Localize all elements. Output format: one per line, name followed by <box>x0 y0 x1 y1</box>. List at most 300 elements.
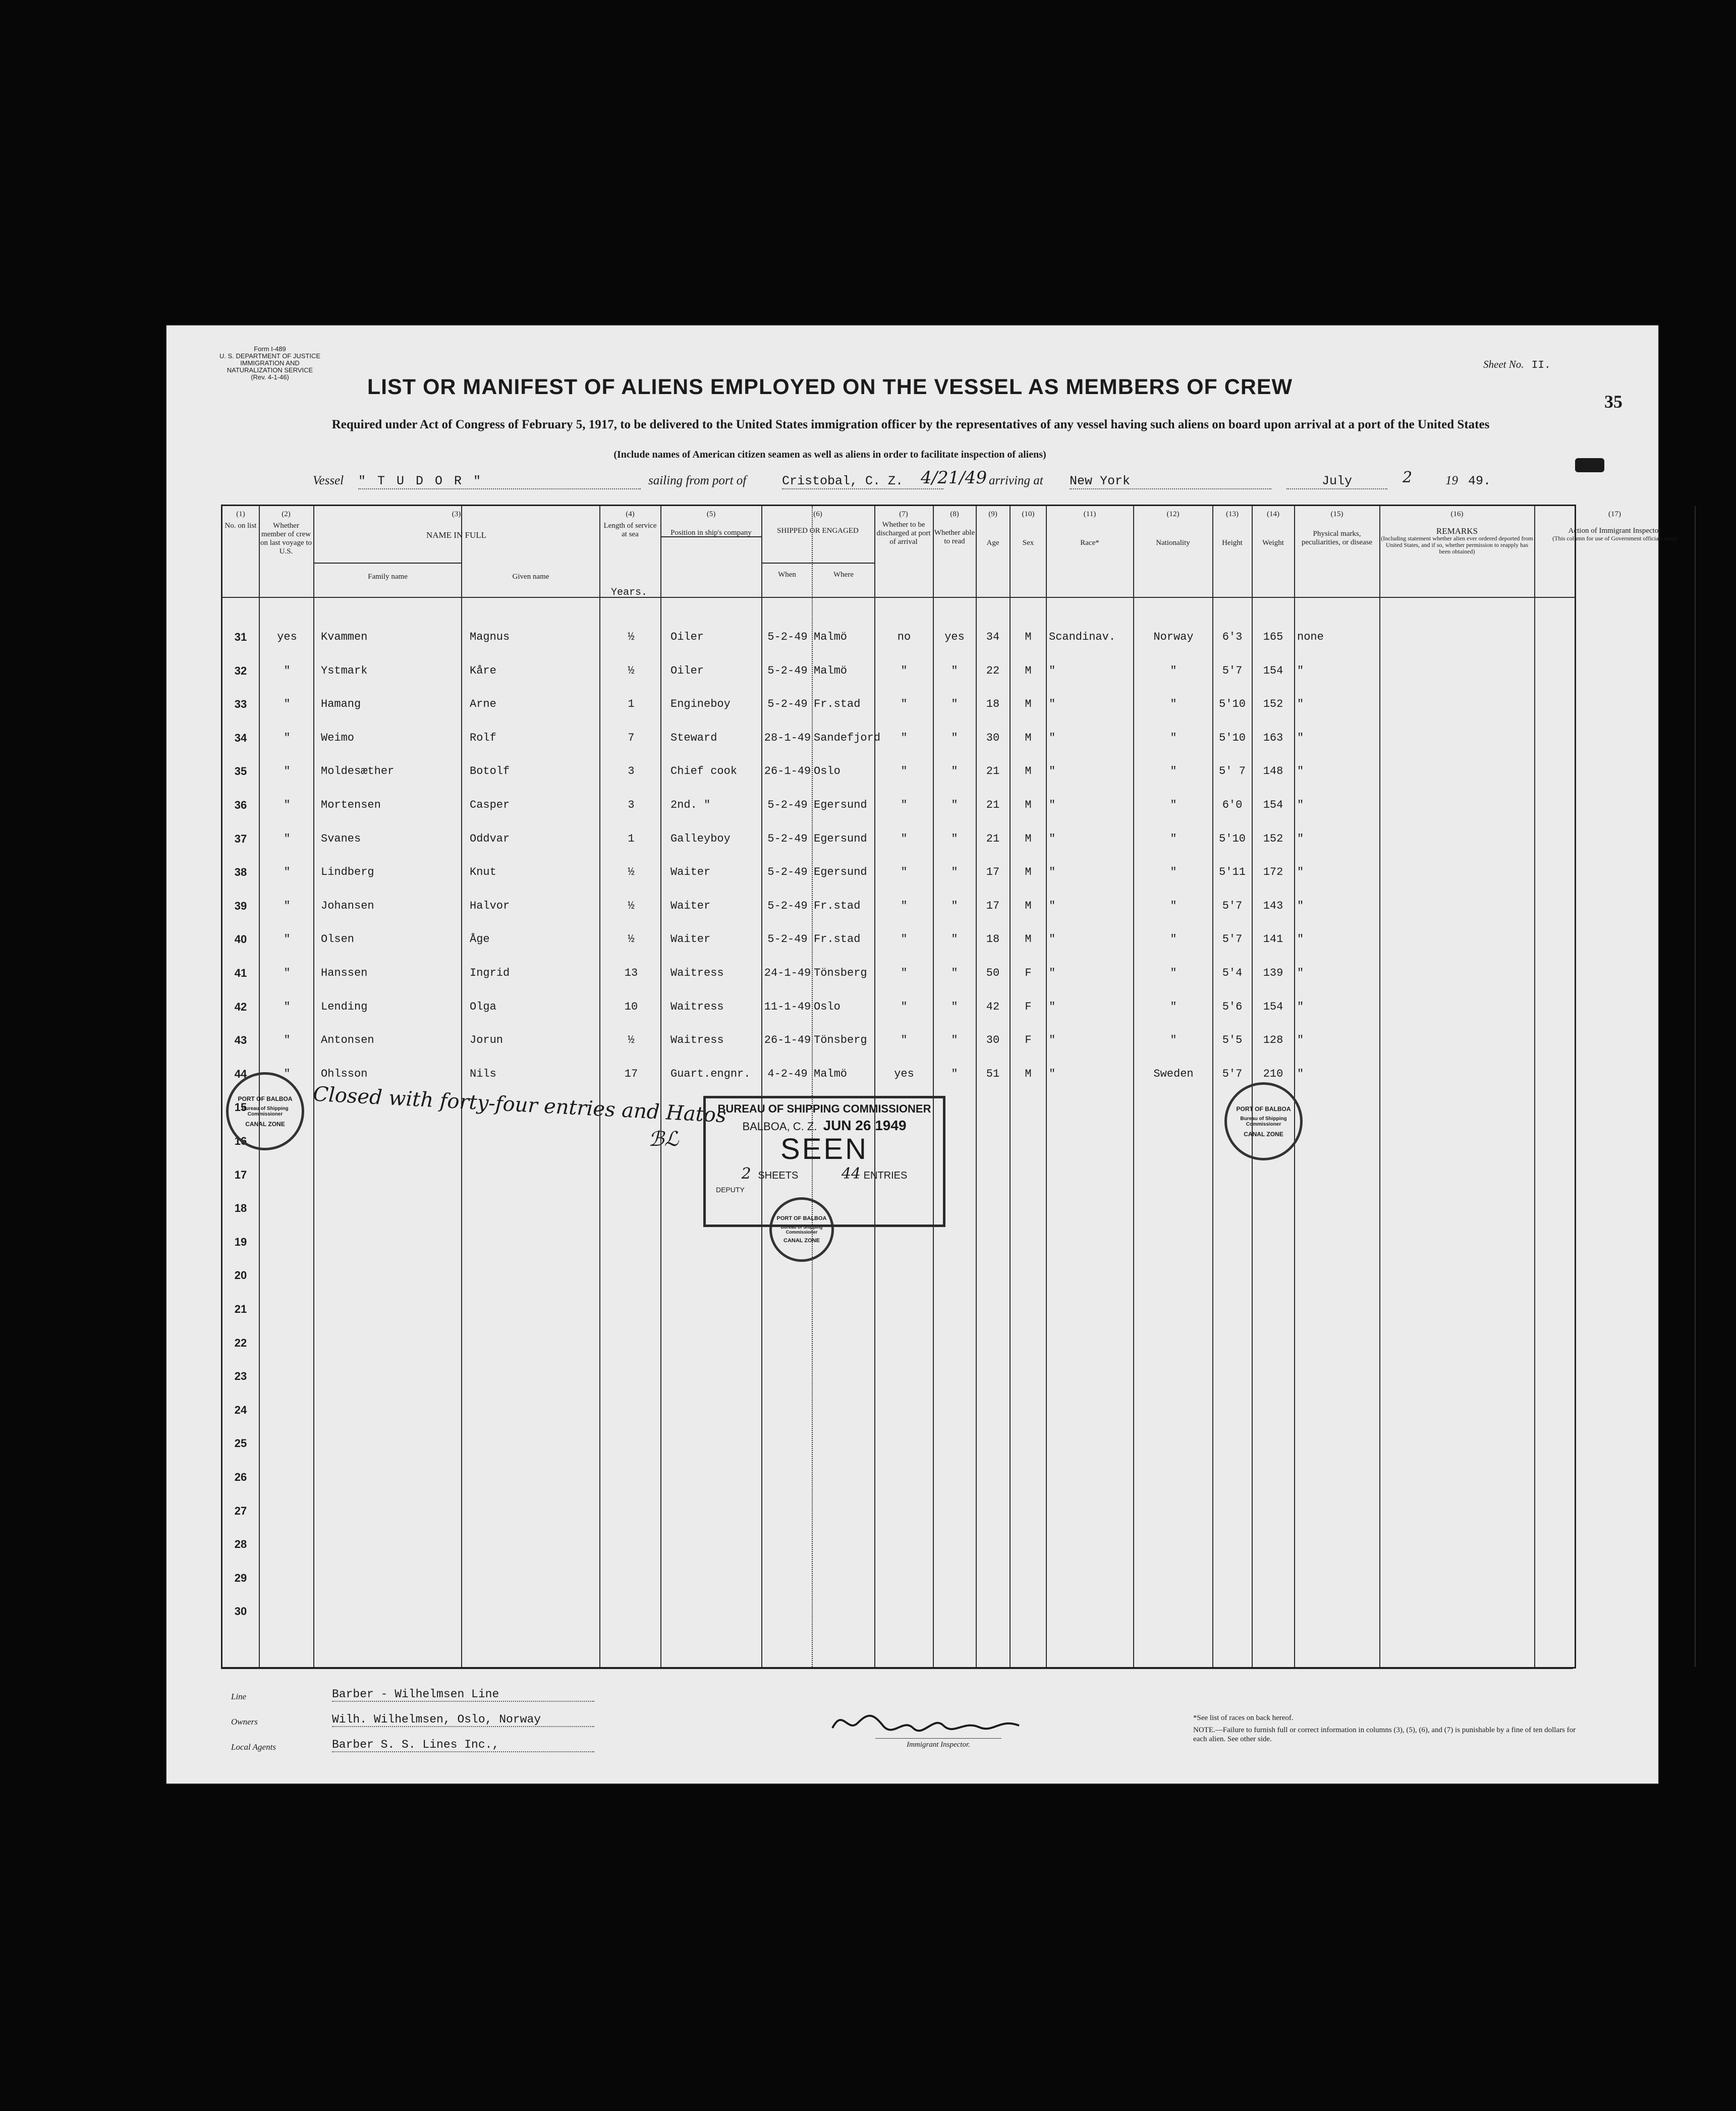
port-stamp-left: PORT OF BALBOA Bureau of Shipping Commissioner CANAL ZONE <box>226 1072 304 1150</box>
empty-table-row <box>222 1369 1575 1402</box>
seen-stamp-counts: 2 SHEETS 44 ENTRIES <box>741 1165 908 1183</box>
physical-marks: " <box>1297 799 1304 811</box>
vessel-label: Vessel <box>313 474 344 487</box>
col-header-sex: (10) Sex <box>1022 510 1035 547</box>
discharged: " <box>901 664 908 677</box>
arrival-port: New York <box>1070 474 1271 489</box>
shipped-where: Fr.stad <box>814 899 861 912</box>
shipped-where: Oslo <box>814 1000 841 1013</box>
physical-marks: " <box>1297 1034 1304 1047</box>
document-title: LIST OR MANIFEST OF ALIENS EMPLOYED ON THE VESSEL AS MEMBERS OF CREW <box>367 375 1293 399</box>
crew-last-voyage: " <box>284 698 291 711</box>
row-number: 31 <box>234 631 247 643</box>
shipped-when: 5-2-49 <box>767 899 808 912</box>
position: Waiter <box>670 933 711 946</box>
table-row <box>222 697 1575 730</box>
row-number: 23 <box>234 1370 247 1383</box>
shipped-where: Fr.stad <box>814 933 861 946</box>
shipped-when: 26-1-49 <box>764 765 811 778</box>
table-row <box>222 630 1575 663</box>
sex: M <box>1025 731 1032 744</box>
nationality: " <box>1170 832 1177 845</box>
empty-table-row <box>222 1571 1575 1604</box>
sex: M <box>1025 631 1032 643</box>
weight: 154 <box>1263 664 1283 677</box>
sex: M <box>1025 832 1032 845</box>
race: " <box>1049 832 1056 845</box>
shipped-when: 5-2-49 <box>767 866 808 879</box>
empty-table-row <box>222 1302 1575 1335</box>
position: Oiler <box>670 631 704 643</box>
empty-table-row <box>222 1604 1575 1637</box>
height: 5'10 <box>1219 698 1246 711</box>
footer-owners-value: Wilh. Wilhelmsen, Oslo, Norway <box>332 1713 594 1727</box>
crew-last-voyage: " <box>284 664 291 677</box>
crew-last-voyage: " <box>284 967 291 979</box>
height: 5'7 <box>1222 899 1243 912</box>
row-number: 28 <box>234 1538 247 1551</box>
discharged: yes <box>894 1067 914 1080</box>
height: 5' 7 <box>1219 765 1246 778</box>
age: 51 <box>986 1067 1000 1080</box>
given-name: Åge <box>470 933 490 946</box>
race: " <box>1049 1067 1056 1080</box>
service-years: ½ <box>628 631 635 643</box>
weight: 154 <box>1263 799 1283 811</box>
shipped-when: 5-2-49 <box>767 631 808 643</box>
weight: 163 <box>1263 731 1283 744</box>
row-number: 26 <box>234 1471 247 1483</box>
seen-stamp-seen: SEEN <box>780 1133 868 1165</box>
col-header-age: (9) Age <box>986 510 999 547</box>
family-name: Antonsen <box>321 1034 374 1047</box>
physical-marks: " <box>1297 899 1304 912</box>
col-header-where: Where <box>833 571 854 579</box>
row-number: 35 <box>234 765 247 778</box>
row-number: 19 <box>234 1235 247 1248</box>
row-number: 39 <box>234 899 247 912</box>
given-name: Arne <box>470 698 496 711</box>
nationality: " <box>1170 698 1177 711</box>
position: Waiter <box>670 899 711 912</box>
sex: F <box>1025 967 1032 979</box>
inspector-signature <box>827 1698 1039 1743</box>
service-years: ½ <box>628 899 635 912</box>
discharged: " <box>901 899 908 912</box>
given-name: Jorun <box>470 1034 503 1047</box>
weight: 154 <box>1263 1000 1283 1013</box>
col-header-nationality: (12) Nationality <box>1156 510 1190 547</box>
row-number: 20 <box>234 1269 247 1282</box>
row-number: 42 <box>234 1000 247 1013</box>
able-to-read: " <box>951 866 958 879</box>
given-name: Knut <box>470 866 496 879</box>
able-to-read: " <box>951 799 958 811</box>
able-to-read: " <box>951 899 958 912</box>
sex: M <box>1025 899 1032 912</box>
footer-agents-value: Barber S. S. Lines Inc., <box>332 1738 594 1752</box>
shipped-when: 24-1-49 <box>764 967 811 979</box>
row-number: 43 <box>234 1034 247 1047</box>
service-years: 13 <box>624 967 638 979</box>
crew-last-voyage: " <box>284 1067 291 1080</box>
crew-last-voyage: " <box>284 866 291 879</box>
service-years: 3 <box>628 765 635 778</box>
discharged: " <box>901 1000 908 1013</box>
page-number: 35 <box>1604 392 1622 412</box>
nationality: " <box>1170 1000 1177 1013</box>
family-name: Weimo <box>321 731 355 744</box>
discharged: " <box>901 799 908 811</box>
seen-stamp-bureau: BUREAU OF SHIPPING COMMISSIONER <box>717 1102 931 1115</box>
given-name: Oddvar <box>470 832 510 845</box>
given-name: Kåre <box>470 664 496 677</box>
position: Galleyboy <box>670 832 731 845</box>
physical-marks: " <box>1297 832 1304 845</box>
weight: 152 <box>1263 698 1283 711</box>
weight: 148 <box>1263 765 1283 778</box>
shipped-when: 11-1-49 <box>764 1000 811 1013</box>
family-name: Lindberg <box>321 866 374 879</box>
height: 5'4 <box>1222 967 1243 979</box>
age: 30 <box>986 731 1000 744</box>
row-number: 44 <box>234 1067 247 1080</box>
table-row <box>222 999 1575 1033</box>
height: 6'3 <box>1222 631 1243 643</box>
col-header-given-name: Given name <box>512 573 549 581</box>
empty-table-row <box>222 1537 1575 1570</box>
able-to-read: " <box>951 832 958 845</box>
nationality: " <box>1170 933 1177 946</box>
row-number: 41 <box>234 967 247 979</box>
row-number: 40 <box>234 933 247 946</box>
shipped-where: Egersund <box>814 799 867 811</box>
age: 21 <box>986 799 1000 811</box>
shipped-where: Tönsberg <box>814 967 867 979</box>
family-name: Kvammen <box>321 631 368 643</box>
empty-table-row <box>222 1436 1575 1469</box>
row-number: 24 <box>234 1403 247 1416</box>
nationality: " <box>1170 899 1177 912</box>
table-row <box>222 731 1575 764</box>
able-to-read: " <box>951 664 958 677</box>
given-name: Ingrid <box>470 967 510 979</box>
given-name: Casper <box>470 799 510 811</box>
arrival-month: July <box>1286 474 1387 489</box>
age: 50 <box>986 967 1000 979</box>
port-stamp-right: PORT OF BALBOA Bureau of Shipping Commissioner CANAL ZONE <box>1224 1082 1303 1160</box>
empty-table-row <box>222 1504 1575 1537</box>
sex: M <box>1025 933 1032 946</box>
discharged: " <box>901 765 908 778</box>
shipped-when: 4-2-49 <box>767 1067 808 1080</box>
age: 17 <box>986 899 1000 912</box>
form-number: Form I-489 <box>254 345 286 353</box>
age: 21 <box>986 832 1000 845</box>
shipped-where: Fr.stad <box>814 698 861 711</box>
col-header-family-name: Family name <box>368 573 408 581</box>
family-name: Moldesæther <box>321 765 395 778</box>
document-instruction: (Include names of American citizen seamen as well as aliens in order to facilitate inspection of aliens) <box>613 449 1046 460</box>
age: 18 <box>986 933 1000 946</box>
col-header-shipped: (6) SHIPPED OR ENGAGED <box>777 510 859 535</box>
position: 2nd. " <box>670 799 711 811</box>
seen-stamp <box>703 1096 945 1227</box>
position: Guart.engnr. <box>670 1067 751 1080</box>
col-header-position: (5) Position in ship's company <box>670 510 752 537</box>
sheet-number-label: Sheet No. <box>1483 358 1524 370</box>
nationality: " <box>1170 765 1177 778</box>
able-to-read: " <box>951 1067 958 1080</box>
crew-manifest-table <box>221 505 1677 1669</box>
race: " <box>1049 664 1056 677</box>
sheet-number-value: II. <box>1531 360 1551 371</box>
row-number: 18 <box>234 1202 247 1215</box>
height: 6'0 <box>1222 799 1243 811</box>
height: 5'7 <box>1222 933 1243 946</box>
discharged: " <box>901 1034 908 1047</box>
row-number: 25 <box>234 1437 247 1450</box>
family-name: Olsen <box>321 933 355 946</box>
shipped-where: Sandefjord <box>814 731 881 744</box>
table-row <box>222 798 1575 831</box>
nationality: " <box>1170 866 1177 879</box>
family-name: Ystmark <box>321 664 368 677</box>
seal-mark <box>1575 458 1604 472</box>
form-service: IMMIGRATION AND NATURALIZATION SERVICE <box>227 359 313 374</box>
physical-marks: " <box>1297 933 1304 946</box>
sex: M <box>1025 866 1032 879</box>
position: Oiler <box>670 664 704 677</box>
crew-last-voyage: yes <box>277 631 297 643</box>
race: Scandinav. <box>1049 631 1116 643</box>
shipped-where: Oslo <box>814 765 841 778</box>
footer-fine-note: NOTE.—Failure to furnish full or correct information in columns (3), (5), (6), and (7) is punishable by a fine of ten dollars for each alien. See other side. <box>1193 1726 1576 1743</box>
row-number: 37 <box>234 832 247 845</box>
weight: 141 <box>1263 933 1283 946</box>
discharged: " <box>901 967 908 979</box>
handwritten-date: 4/21/49 <box>921 468 987 488</box>
document-subtitle: Required under Act of Congress of February 5, 1917, to be delivered to the United States immigration officer by the representatives of any vessel having such aliens on board upon arrival at a port of the United States <box>331 418 1490 431</box>
able-to-read: " <box>951 933 958 946</box>
service-years: ½ <box>628 933 635 946</box>
footer-race-note: *See list of races on back hereof. <box>1193 1714 1294 1722</box>
table-row <box>222 966 1575 999</box>
nationality: Sweden <box>1153 1067 1194 1080</box>
height: 5'10 <box>1219 731 1246 744</box>
shipped-when: 28-1-49 <box>764 731 811 744</box>
closing-note: Closed with forty-four entries and Hatos <box>312 1082 727 1128</box>
discharged: " <box>901 832 908 845</box>
race: " <box>1049 765 1056 778</box>
position: Waitress <box>670 967 724 979</box>
crew-last-voyage: " <box>284 899 291 912</box>
row-number: 29 <box>234 1571 247 1584</box>
col-header-weight: (14) Weight <box>1262 510 1284 547</box>
service-years: 7 <box>628 731 635 744</box>
table-row <box>222 831 1575 865</box>
physical-marks: " <box>1297 1000 1304 1013</box>
age: 17 <box>986 866 1000 879</box>
shipped-where: Egersund <box>814 832 867 845</box>
able-to-read: " <box>951 731 958 744</box>
shipped-where: Malmö <box>814 1067 848 1080</box>
weight: 172 <box>1263 866 1283 879</box>
col-header-read: (8) Whether able to read <box>934 510 975 545</box>
height: 5'11 <box>1219 866 1246 879</box>
height: 5'6 <box>1222 1000 1243 1013</box>
sex: M <box>1025 765 1032 778</box>
weight: 128 <box>1263 1034 1283 1047</box>
age: 22 <box>986 664 1000 677</box>
service-years: 1 <box>628 698 635 711</box>
race: " <box>1049 967 1056 979</box>
weight: 210 <box>1263 1067 1283 1080</box>
shipped-where: Malmö <box>814 664 848 677</box>
year-prefix: 19 <box>1445 474 1458 487</box>
given-name: Olga <box>470 1000 496 1013</box>
sex: M <box>1025 1067 1032 1080</box>
age: 21 <box>986 765 1000 778</box>
vessel-line <box>313 468 1524 492</box>
crew-last-voyage: " <box>284 799 291 811</box>
row-number: 15 <box>234 1101 247 1114</box>
nationality: " <box>1170 799 1177 811</box>
row-number: 30 <box>234 1605 247 1618</box>
footer-line-value: Barber - Wilhelmsen Line <box>332 1688 594 1702</box>
sex: M <box>1025 698 1032 711</box>
row-number: 36 <box>234 799 247 811</box>
row-number: 38 <box>234 866 247 879</box>
family-name: Hanssen <box>321 967 368 979</box>
physical-marks: " <box>1297 967 1304 979</box>
race: " <box>1049 1000 1056 1013</box>
sailing-label: sailing from port of <box>648 474 747 487</box>
port-stamp-center: PORT OF BALBOA Bureau of Shipping Commissioner CANAL ZONE <box>769 1197 834 1262</box>
arrival-year: 49. <box>1468 474 1491 488</box>
family-name: Mortensen <box>321 799 381 811</box>
service-years: ½ <box>628 1034 635 1047</box>
height: 5'10 <box>1219 832 1246 845</box>
empty-table-row <box>222 1470 1575 1503</box>
sex: M <box>1025 664 1032 677</box>
height: 5'7 <box>1222 664 1243 677</box>
given-name: Halvor <box>470 899 510 912</box>
departure-port: Cristobal, C. Z. <box>782 474 943 489</box>
row-number: 22 <box>234 1336 247 1349</box>
empty-table-row <box>222 1268 1575 1301</box>
col-header-crew: (2) Whether member of crew on last voyage to U.S. <box>260 510 312 555</box>
able-to-read: " <box>951 967 958 979</box>
age: 42 <box>986 1000 1000 1013</box>
row-number: 27 <box>234 1504 247 1517</box>
sex: F <box>1025 1034 1032 1047</box>
given-name: Rolf <box>470 731 496 744</box>
shipped-when: 5-2-49 <box>767 698 808 711</box>
given-name: Magnus <box>470 631 510 643</box>
position: Waitress <box>670 1000 724 1013</box>
physical-marks: " <box>1297 866 1304 879</box>
height: 5'5 <box>1222 1034 1243 1047</box>
vessel-name: " T U D O R " <box>358 474 641 489</box>
family-name: Hamang <box>321 698 361 711</box>
empty-table-row <box>222 1403 1575 1436</box>
col-header-height: (13) Height <box>1222 510 1243 547</box>
closing-initials: ℬℒ <box>648 1128 679 1151</box>
crew-last-voyage: " <box>284 933 291 946</box>
col-header-no: (1) No. on list <box>225 510 257 530</box>
row-number: 17 <box>234 1168 247 1181</box>
position: Waiter <box>670 866 711 879</box>
col-header-inspector-action: (17) Action of Immigrant Inspector (This column for use of Government officials only) <box>1552 510 1677 542</box>
able-to-read: " <box>951 1034 958 1047</box>
service-years: 10 <box>624 1000 638 1013</box>
race: " <box>1049 899 1056 912</box>
manifest-sheet: Form I-489 U. S. DEPARTMENT OF JUSTICE IMMIGRATION AND NATURALIZATION SERVICE (Rev. 4-1-46) Sheet No. II. 35 LIST OR MANIFEST OF ALIENS EMPLOYED ON THE VESSEL AS MEMBERS OF CREW Required under Act of Congress of February 5, 1917, to be delivered to the United States immigration officer by the representatives of any vessel having such aliens on board upon arrival at a port of the United States (Include names of American citizen seamen as well as aliens in order to facilitate inspection of aliens) Vessel " T U D O R " sailing from port of Cristobal, C. Z. 4/21/49 arriving at New York July 2 19 49. (1) No. on list (2) Whether member of crew on last voyage to U.S. (3) NAME IN FULL Family name Given name (4) Length of service at sea Years. (5) Position in ship's company (6) SHIPPED OR ENGAGED When Where (7) Whether to be discharged at port of arrival (8) Whether able to read (9) Age (10) Sex (11) Race* (12) Nationality (13) Height (14) Weight (15) Physical marks, peculiarities, or disease (16) REMARKS (Including statement whether alien ever ordered deported from United States, and if so, whether permission to reapply has been obtained) (17) Action of Immigrant Inspector (This column for use of Government officials only) 31 yes Kvammen Magnus ½ Oiler 5-2-49 Malmö no yes 34 M Scandinav. Norway 6'3 165 none 32 " Ystmark Kåre ½ Oiler 5-2-49 Malmö " " 22 M " " 5'7 154 " 33 " Hamang Arne 1 Engineboy 5-2-49 Fr.stad " " 18 M " " 5'10 152 " 34 " Weimo Rolf 7 Steward 28-1-49 Sandefjord " " 30 M " " 5'10 163 " 35 " Moldesæther Botolf 3 Chief cook 26-1-49 Oslo " " 21 M " " 5' 7 148 " 36 " Mortensen Casper 3 2nd. " 5-2-49 Egersund " " 21 M " " 6'0 154 " 37 " Svanes Oddvar 1 Galleyboy 5-2-49 Egersund " " 21 M " " 5'10 152 " 38 " Lindberg Knut ½ Waiter 5-2-49 Egersund " " 17 M " " 5'11 172 " 39 " Johansen Halvor ½ Waiter 5-2-49 Fr.stad " " 17 M " " 5'7 143 " 40 " Olsen Åge ½ Waiter 5-2-49 Fr.stad " " 18 M " " 5'7 141 " 41 " Hanssen Ingrid 13 Waitress 24-1-49 Tönsberg " " 50 F " " 5'4 139 " 42 " Lending Olga 10 Waitress 11-1-49 Oslo " " 42 F " " 5'6 154 " 43 " Antonsen Jorun ½ Waitress 26-1-49 Tönsberg " " 30 F " " 5'5 128 " 44 " Ohlsson Nils 17 Guart.engnr. 4-2-49 Malmö yes " 51 M " Sweden 5'7 210 " 15 16 17 18 19 20 21 22 23 24 25 26 27 28 29 30 PORT OF BALBOA Bureau of Shipping Commissioner CANAL ZONE PORT OF BALBOA Bureau of Shipping Commissioner CANAL ZONE PORT OF BALBOA Bureau of Shipping Commissioner CANAL ZONE Closed with forty-four entries and Hatos ℬℒ BUREAU OF SHIPPING COMMISSIONER BALBOA, C. Z. JUN 26 1949 SEEN 2 SHEETS 44 ENTRIES DEPUTY Line Barber - Wilhelmsen Line Owners Wilh. Wilhelmsen, Oslo, Norway Local Agents Barber S. S. Lines Inc., Immigrant Inspector. *See list of races on back hereof. NOTE.—Failure to furnish full or correct information in columns (3), (5), (6), and (7) is punishable by a fine of ten dollars for each alien. See other side. <box>166 325 1658 1784</box>
position: Waitress <box>670 1034 724 1047</box>
sheet-number <box>1483 358 1551 371</box>
years-label: Years. <box>611 587 648 598</box>
able-to-read: " <box>951 1000 958 1013</box>
physical-marks: none <box>1297 631 1324 643</box>
weight: 143 <box>1263 899 1283 912</box>
service-years: ½ <box>628 664 635 677</box>
service-years: 3 <box>628 799 635 811</box>
nationality: " <box>1170 731 1177 744</box>
crew-last-voyage: " <box>284 731 291 744</box>
race: " <box>1049 799 1056 811</box>
col-header-service: (4) Length of service at sea <box>603 510 657 538</box>
inspector-label: Immigrant Inspector. <box>875 1738 1001 1749</box>
col-header-remarks: (16) REMARKS (Including statement whether alien ever ordered deported from United States, and if so, whether permission to reapply has been obtained) <box>1381 510 1533 555</box>
discharged: " <box>901 866 908 879</box>
row-number: 21 <box>234 1303 247 1315</box>
family-name: Ohlsson <box>321 1067 368 1080</box>
arriving-label: arriving at <box>989 474 1043 487</box>
position: Engineboy <box>670 698 731 711</box>
family-name: Lending <box>321 1000 368 1013</box>
weight: 165 <box>1263 631 1283 643</box>
table-row <box>222 663 1575 697</box>
given-name: Botolf <box>470 765 510 778</box>
table-row <box>222 764 1575 797</box>
nationality: " <box>1170 664 1177 677</box>
age: 18 <box>986 698 1000 711</box>
physical-marks: " <box>1297 1067 1304 1080</box>
race: " <box>1049 698 1056 711</box>
age: 30 <box>986 1034 1000 1047</box>
row-number: 33 <box>234 698 247 711</box>
race: " <box>1049 731 1056 744</box>
service-years: 17 <box>624 1067 638 1080</box>
col-header-race: (11) Race* <box>1080 510 1099 547</box>
table-row <box>222 899 1575 932</box>
row-number: 34 <box>234 731 247 744</box>
table-row <box>222 865 1575 898</box>
col-header-physical-marks: (15) Physical marks, peculiarities, or disease <box>1301 510 1373 546</box>
able-to-read: " <box>951 698 958 711</box>
shipped-when: 26-1-49 <box>764 1034 811 1047</box>
position: Chief cook <box>670 765 738 778</box>
race: " <box>1049 866 1056 879</box>
service-years: 1 <box>628 832 635 845</box>
physical-marks: " <box>1297 731 1304 744</box>
physical-marks: " <box>1297 765 1304 778</box>
shipped-when: 5-2-49 <box>767 799 808 811</box>
family-name: Svanes <box>321 832 361 845</box>
nationality: " <box>1170 967 1177 979</box>
discharged: " <box>901 731 908 744</box>
